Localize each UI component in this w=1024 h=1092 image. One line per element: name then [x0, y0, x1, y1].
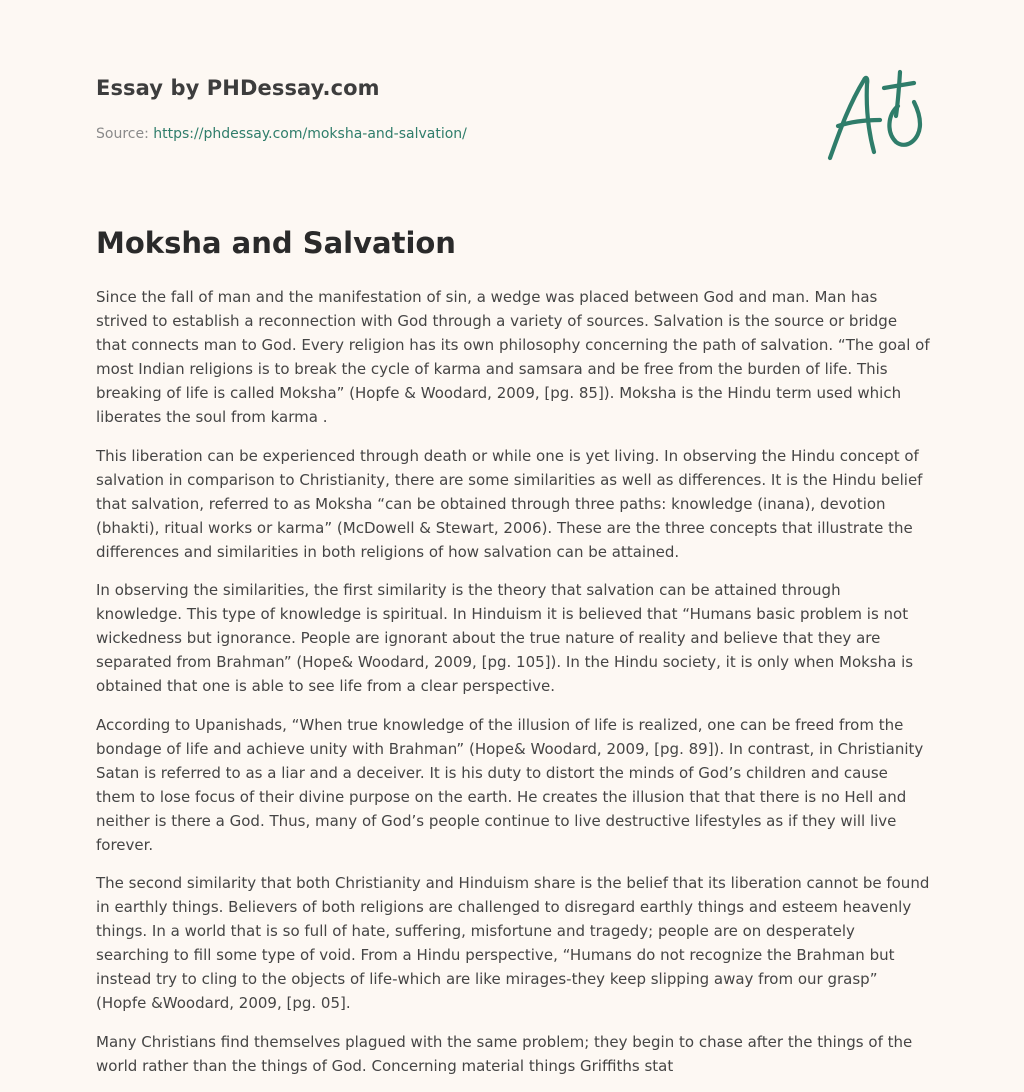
essay-paragraph: Since the fall of man and the manifestation of sin, a wedge was placed between God and man. Man has strived to establish a reconnection with God through a variety of sources. Salvation is the source or bridge that connects man to God. Every religion has its own philosophy concerning the path of salvation. “The goal of most Indian religions is to break the cycle of karma and samsara and be free from the burden of life. This breaking of life is called Moksha” (Hopfe & Woodard, 2009, [pg. 85]). Moksha is the Hindu term used which liberates the soul from karma .: [96, 288, 930, 426]
essay-paragraph: The second similarity that both Christianity and Hinduism share is the belief that its liberation cannot be found in earthly things. Believers of both religions are challenged to disregard earthly things and esteem heavenly things. In a world that is so full of hate, suffering, misfortune and tragedy; people are on desperately searching to fill some type of void. From a Hindu perspective, “Humans do not recognize the Brahman but instead try to cling to the objects of life-which are like mirages-they keep slipping away from our grasp” (Hopfe &Woodard, 2009, [pg. 05].: [96, 874, 930, 1012]
source-line: [96, 126, 467, 142]
essay-paragraph: According to Upanishads, “When true knowledge of the illusion of life is realized, one can be freed from the bondage of life and achieve unity with Brahman” (Hope& Woodard, 2009, [pg. 89]). In contrast, in Christianity Satan is referred to as a liar and a deceiver. It is his duty to distort the minds of God’s children and cause them to lose focus of their divine purpose on the earth. He creates the illusion that that there is no Hell and neither is there a God. Thus, many of God’s people continue to live destructive lifestyles as if they will live forever.: [96, 715, 924, 854]
source-label: Source:: [96, 126, 154, 142]
site-brand: Essay by PHDessay.com: [96, 76, 380, 100]
essay-paragraph: Many Christians find themselves plagued with the same problem; they begin to chase after the things of the world rather than the things of God. Concerning material things Griffiths stat: [96, 1032, 913, 1075]
essay-body: [96, 285, 930, 1092]
essay-title: Moksha and Salvation: [96, 226, 456, 260]
a-plus-grade-icon: [822, 66, 932, 166]
source-link[interactable]: https://phdessay.com/moksha-and-salvation/: [153, 126, 467, 142]
essay-paragraph: In observing the similarities, the first similarity is the theory that salvation can be attained through knowledge. This type of knowledge is spiritual. In Hinduism it is believed that “Humans basic problem is not wickedness but ignorance. People are ignorant about the true nature of reality and believe that they are separated from Brahman” (Hope& Woodard, 2009, [pg. 105]). In the Hindu society, it is only when Moksha is obtained that one is able to see life from a clear perspective.: [96, 581, 914, 695]
essay-paragraph: This liberation can be experienced through death or while one is yet living. In observing the Hindu concept of salvation in comparison to Christianity, there are some similarities as well as differences. It is the Hindu belief that salvation, referred to as Moksha “can be obtained through three paths: knowledge (inana), devotion (bhakti), ritual works or karma” (McDowell & Stewart, 2006). These are the three concepts that illustrate the differences and similarities in both religions of how salvation can be attained.: [96, 446, 923, 561]
page-header: [96, 76, 928, 142]
